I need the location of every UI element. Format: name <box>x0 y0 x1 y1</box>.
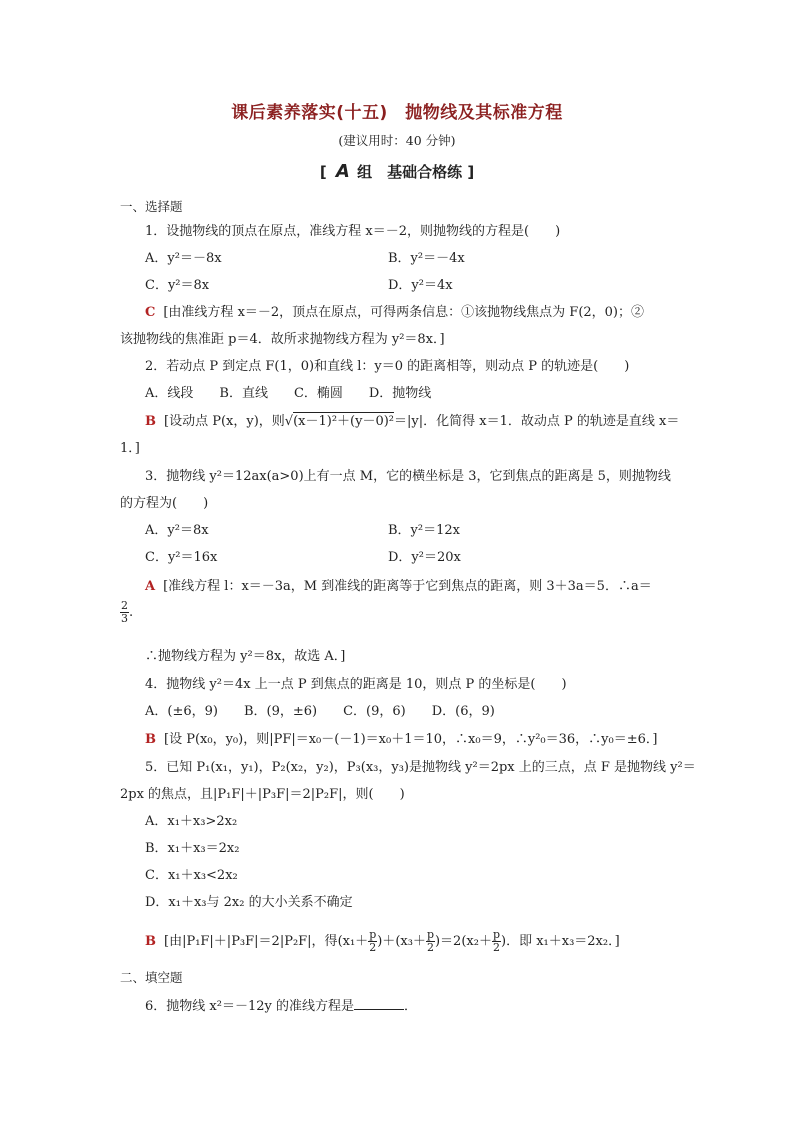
q5-stem-line2: 2px 的焦点，且|P₁F|＋|P₃F|＝2|P₂F|，则( ) <box>120 787 405 802</box>
fraction-numerator: p <box>426 928 434 941</box>
q1-exp-line2: 该抛物线的焦准距 p＝4．故所求抛物线方程为 y²＝8x．] <box>120 332 445 347</box>
fraction-denominator: 2 <box>426 941 434 954</box>
p-over-2-fraction <box>492 929 501 954</box>
q5-explanation <box>145 929 620 954</box>
q4-explanation <box>145 731 657 749</box>
q2-stem: 2．若动点 P 到定点 F(1，0)和直线 l：y＝0 的距离相等，则动点 P 的轨迹是( ) <box>145 359 630 374</box>
q5-answer: B <box>145 934 156 949</box>
q3-explanation <box>145 578 652 596</box>
q3-stem-line2: 的方程为( ) <box>120 496 209 511</box>
q1-exp-line1: [由准线方程 x＝－2，顶点在原点，可得两条信息：①该抛物线焦点为 F(2，0)；② <box>163 305 645 320</box>
group-letter: A <box>335 161 350 182</box>
q3-fraction-line <box>120 600 133 625</box>
q2-exp-a: [设动点 P(x，y)，则 <box>164 414 285 429</box>
section-choice: 一、选择题 <box>120 199 183 214</box>
q1-explanation <box>145 304 644 322</box>
q1-stem: 1．设抛物线的顶点在原点，准线方程 x＝－2，则抛物线的方程是( ) <box>145 224 561 239</box>
term2-open: (x₃＋ <box>395 934 426 949</box>
group-bracket-left: [ <box>319 163 327 181</box>
q5-option-d: D．x₁＋x₃与 2x₂ 的大小关系不确定 <box>145 895 353 910</box>
term3-open: (x₂＋ <box>461 934 492 949</box>
q4-stem: 4．抛物线 y²＝4x 上一点 P 到焦点的距离是 10，则点 P 的坐标是( ) <box>145 677 567 692</box>
term1-close: )＋ <box>377 934 396 949</box>
fraction-numerator: p <box>369 928 377 941</box>
q5-option-b: B．x₁＋x₃＝2x₂ <box>145 841 240 856</box>
q2-options: A．线段 B．直线 C．椭圆 D．抛物线 <box>145 386 432 401</box>
q1-answer: C <box>145 305 156 320</box>
q2-exp-b: ＝|y|．化简得 x＝1．故动点 P 的轨迹是直线 x＝ <box>394 414 680 429</box>
q4-options: A．(±6，9) B．(9，±6) C．(9，6) D．(6，9) <box>145 704 495 719</box>
q3-exp-line3: ∴抛物线方程为 y²＝8x，故选 A．] <box>145 649 346 664</box>
fraction-denominator: 2 <box>492 941 500 954</box>
q3-fraction-tail: . <box>129 605 134 620</box>
sqrt-symbol: √ <box>284 414 294 429</box>
q5-option-c: C．x₁＋x₃<2x₂ <box>145 868 238 883</box>
q2-exp-line2: 1．] <box>120 441 140 456</box>
term3-close: )．即 x₁＋x₃＝2x₂．] <box>501 934 620 949</box>
fraction-numerator: p <box>492 928 500 941</box>
group-name: 组 基础合格练 <box>357 163 463 181</box>
q2-exp-sqrt: (x－1)²＋(y－0)² <box>293 414 395 429</box>
q1-option-b: B．y²＝－4x <box>388 251 465 266</box>
q4-answer: B <box>145 732 156 747</box>
q5-exp-a: [由|P₁F|＋|P₃F|＝2|P₂F|，得 <box>164 934 338 949</box>
q3-exp-line1: [准线方程 l：x＝－3a，M 到准线的距离等于它到焦点的距离，则 3＋3a＝5．∴a＝ <box>163 579 652 594</box>
fraction-denominator: 3 <box>121 612 128 625</box>
section-fill: 二、填空题 <box>120 970 183 985</box>
fraction-numerator: 2 <box>121 599 128 612</box>
q6-stem-line <box>145 997 417 1016</box>
page-title: 课后素养落实(十五) 抛物线及其标准方程 <box>231 103 563 123</box>
q1-option-a: A．y²＝－8x <box>145 251 222 266</box>
suggested-time: (建议用时：40 分钟) <box>338 133 456 148</box>
p-over-2-fraction <box>426 929 435 954</box>
q5-stem-line1: 5．已知 P₁(x₁，y₁)，P₂(x₂，y₂)，P₃(x₃，y₃)是抛物线 y²＝2px 上的三点，点 F 是抛物线 y²＝ <box>145 760 696 775</box>
q4-exp: [设 P(x₀，y₀)，则|PF|＝x₀－(－1)＝x₀＋1＝10，∴x₀＝9，∴y²₀＝36，∴y₀＝±6．] <box>164 732 658 747</box>
q3-option-c: C．y²＝16x <box>145 550 218 565</box>
q1-option-d: D．y²＝4x <box>388 278 453 293</box>
term1-open: (x₁＋ <box>337 934 369 949</box>
q3-option-d: D．y²＝20x <box>388 550 461 565</box>
q5-option-a: A．x₁＋x₃>2x₂ <box>145 814 238 829</box>
q6-stem: 6．抛物线 x²＝－12y 的准线方程是 <box>145 999 354 1014</box>
q3-option-a: A．y²＝8x <box>145 523 209 538</box>
q6-tail: ． <box>403 999 417 1014</box>
q3-option-b: B．y²＝12x <box>388 523 460 538</box>
q3-answer: A <box>145 579 156 594</box>
term2-close: )＝2 <box>434 934 462 949</box>
group-heading <box>0 161 794 182</box>
q6-answer-blank <box>354 997 404 1010</box>
p-over-2-fraction <box>368 929 377 954</box>
q1-option-c: C．y²＝8x <box>145 278 210 293</box>
q2-answer: B <box>145 414 156 429</box>
fraction-denominator: 2 <box>369 941 377 954</box>
q2-explanation <box>145 413 679 431</box>
group-bracket-right: ] <box>467 163 475 181</box>
q3-fraction <box>120 600 129 625</box>
q3-stem-line1: 3．抛物线 y²＝12ax(a>0)上有一点 M，它的横坐标是 3，它到焦点的距离是 5，则抛物线 <box>145 469 671 484</box>
